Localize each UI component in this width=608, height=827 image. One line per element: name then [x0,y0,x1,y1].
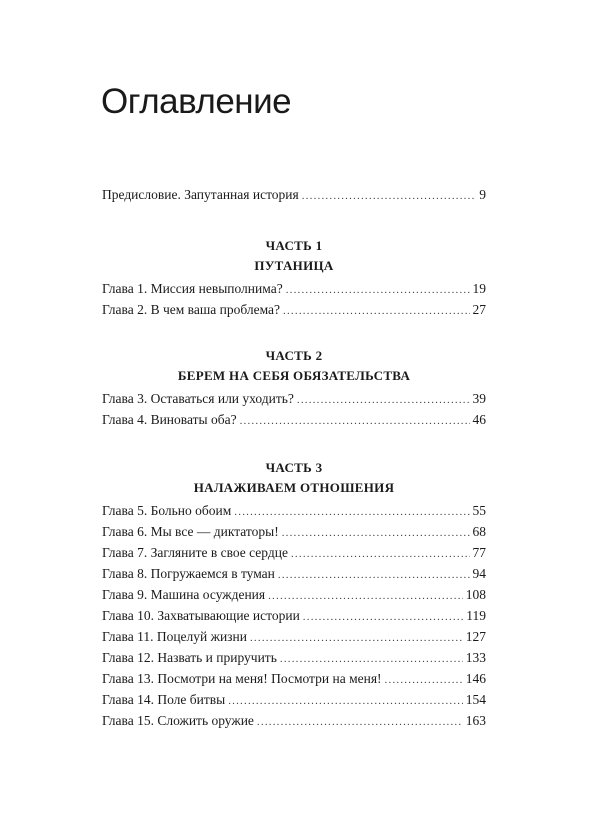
toc-row [102,299,486,320]
dot-leader [297,390,470,411]
dot-leader [385,670,463,691]
toc-entry-title: Глава 6. Мы все — диктаторы! [102,524,279,539]
toc-row [102,563,486,584]
dot-leader [282,523,470,544]
toc-page-number: 94 [472,566,486,581]
toc-entry-title: Глава 7. Загляните в свое сердце [102,545,288,560]
toc-page-number: 68 [472,524,486,539]
toc-entry-title: Глава 15. Сложить оружие [102,713,254,728]
toc-row [102,584,486,605]
toc-page-number: 154 [465,692,486,707]
dot-leader [234,502,469,523]
preface-entry [102,184,486,205]
toc-row [102,521,486,542]
toc-entry-title: Глава 4. Виноваты оба? [102,412,237,427]
toc-row [102,542,486,563]
dot-leader [257,712,463,733]
part-label: ЧАСТЬ 2 [265,348,323,363]
toc-page-number: 163 [465,713,486,728]
toc-row [102,409,486,430]
toc-entry-title: Глава 14. Поле битвы [102,692,226,707]
part-label: ЧАСТЬ 3 [265,460,323,475]
toc-page-number: 146 [465,671,486,686]
toc-row [102,689,486,710]
toc-entry-title: Глава 12. Назвать и приручить [102,650,277,665]
toc-page-number: 119 [466,608,486,623]
dot-leader [278,565,470,586]
part-2-section [102,346,486,430]
toc-page-number: 127 [465,629,486,644]
toc-entry-title: Глава 3. Оставаться или уходить? [102,391,294,406]
toc-row [102,184,486,205]
toc-row [102,605,486,626]
toc-row [102,500,486,521]
toc-row [102,668,486,689]
toc-entry-title: Глава 10. Захватывающие истории [102,608,300,623]
toc-page-number: 39 [472,391,486,406]
toc-row [102,626,486,647]
part-name: БЕРЕМ НА СЕБЯ ОБЯЗАТЕЛЬСТВА [177,368,411,383]
dot-leader [303,607,463,628]
toc-row [102,647,486,668]
part-1-section [102,236,486,320]
dot-leader [280,649,463,670]
dot-leader [268,586,463,607]
part-name: НАЛАЖИВАЕМ ОТНОШЕНИЯ [193,480,395,495]
dot-leader [286,280,470,301]
dot-leader [291,544,470,565]
toc-page-number: 108 [465,587,486,602]
dot-leader [302,186,477,207]
part-3-section [102,458,486,731]
toc-entry-title: Глава 9. Машина осуждения [102,587,266,602]
toc-page-number: 19 [472,281,486,296]
toc-page-number: 55 [472,503,486,518]
toc-page-number: 27 [472,302,486,317]
part-name: ПУТАНИЦА [254,258,334,273]
toc-row [102,710,486,731]
toc-page-number: 133 [465,650,486,665]
dot-leader [228,691,463,712]
toc-entry-title: Предисловие. Запутанная история [102,187,299,202]
toc-entry-title: Глава 13. Посмотри на меня! Посмотри на меня! [102,671,382,686]
toc-page-number: 9 [479,187,486,202]
toc-row [102,278,486,299]
toc-entry-title: Глава 1. Миссия невыполнима? [102,281,283,296]
toc-entry-title: Глава 8. Погружаемся в туман [102,566,275,581]
part-label: ЧАСТЬ 1 [265,238,323,253]
toc-row [102,388,486,409]
dot-leader [283,301,469,322]
toc-page-number: 46 [472,412,486,427]
dot-leader [250,628,463,649]
toc-entry-title: Глава 2. В чем ваша проблема? [102,302,281,317]
page-title: Оглавление [101,82,292,121]
toc-entry-title: Глава 5. Больно обоим [102,503,232,518]
toc-entry-title: Глава 11. Поцелуй жизни [102,629,247,644]
toc-page-number: 77 [472,545,486,560]
dot-leader [240,411,470,432]
